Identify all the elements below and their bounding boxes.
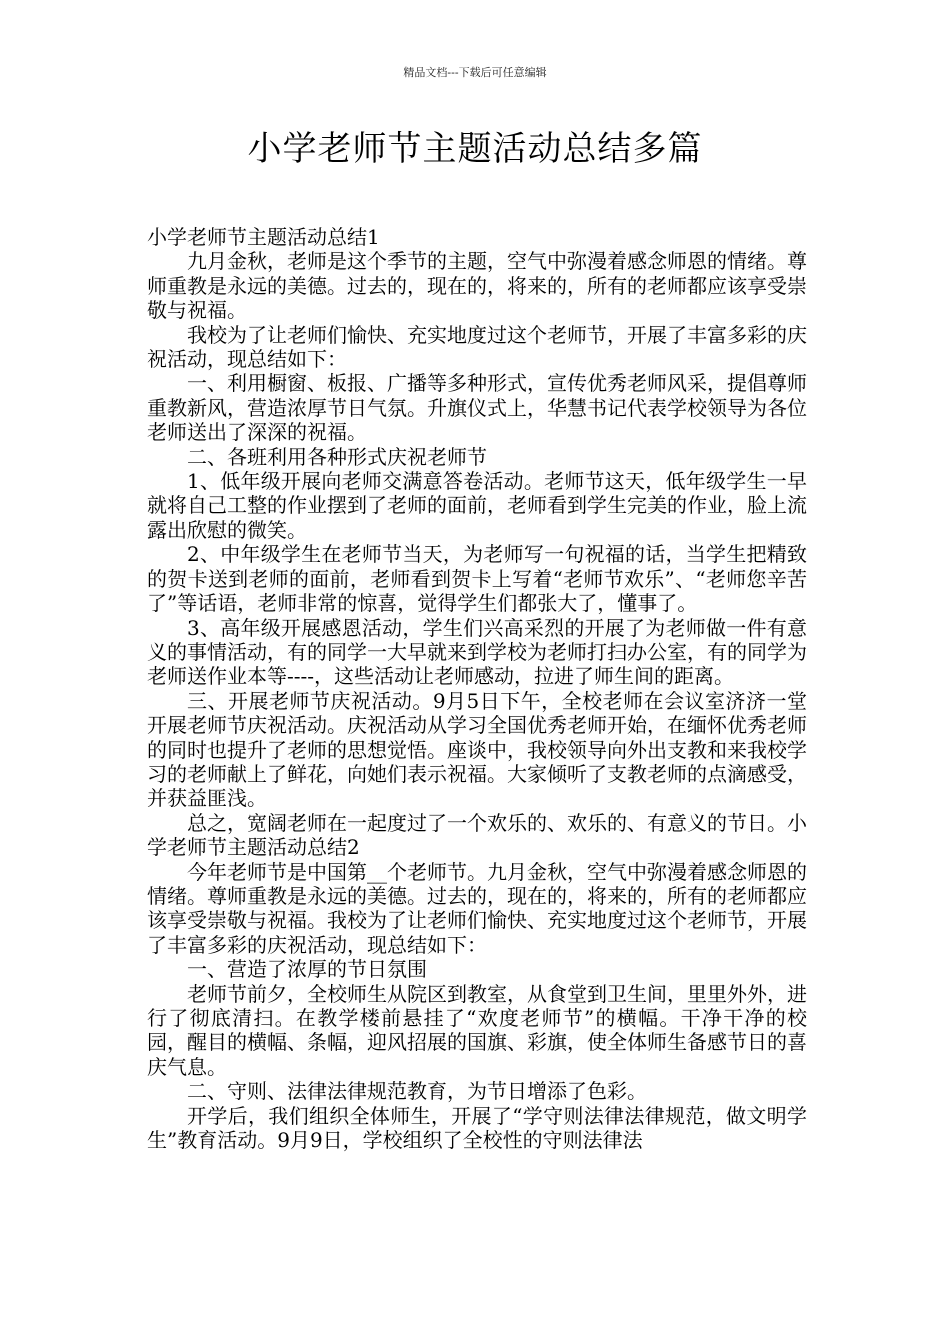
document-title: 小学老师节主题活动总结多篇 (247, 129, 703, 169)
paragraph: 我校为了让老师们愉快、充实地度过这个老师节，开展了丰富多彩的庆祝活动，现总结如下： (147, 322, 807, 372)
paragraph: 2、中年级学生在老师节当天，为老师写一句祝福的话，当学生把精致的贺卡送到老师的面前，老师看到贺卡上写着“老师节欢乐”、“老师您辛苦了”等话语，老师非常的惊喜，觉得学生们都张大了，懂事了。 (147, 542, 807, 616)
paragraph: 一、营造了浓厚的节日氛围 (187, 957, 427, 982)
document-body (147, 225, 807, 1152)
paragraph: 1、低年级开展向老师交满意答卷活动。老师节这天，低年级学生一早就将自己工整的作业摆到了老师的面前，老师看到学生完美的作业，脸上流露出欣慰的微笑。 (147, 469, 807, 542)
header-note: 精品文档---下载后可任意编辑 (403, 66, 547, 79)
paragraph: 开学后，我们组织全体师生，开展了“学守则法律法律规范，做文明学生”教育活动。9月9日，学校组织了全校性的守则法律法 (147, 1103, 807, 1153)
paragraph: 今年老师节是中国第__个老师节。九月金秋，空气中弥漫着感念师恩的情绪。尊师重教是永远的美德。过去的，现在的，将来的，所有的老师都应该享受崇敬与祝福。我校为了让老师们愉快、充实地度过这个老师节，开展了丰富多彩的庆祝活动，现总结如下： (147, 859, 807, 957)
paragraph: 小学老师节主题活动总结1 (147, 225, 380, 249)
paragraph: 一、利用橱窗、板报、广播等多种形式，宣传优秀老师风采，提倡尊师重教新风，营造浓厚节日气氛。升旗仪式上，华慧书记代表学校领导为各位老师送出了深深的祝福。 (147, 371, 807, 445)
paragraph: 3、高年级开展感恩活动，学生们兴高采烈的开展了为老师做一件有意义的事情活动，有的同学一大早就来到学校为老师打扫办公室，有的同学为老师送作业本等----，这些活动让老师感动，拉进了师生间的距离。 (147, 615, 807, 689)
paragraph: 九月金秋，老师是这个季节的主题，空气中弥漫着感念师恩的情绪。尊师重教是永远的美德。过去的，现在的，将来的，所有的老师都应该享受崇敬与祝福。 (147, 249, 807, 323)
paragraph: 三、开展老师节庆祝活动。9月5日下午，全校老师在会议室济济一堂开展老师节庆祝活动。庆祝活动从学习全国优秀老师开始，在缅怀优秀老师的同时也提升了老师的思想觉悟。座谈中，我校领导向外出支教和来我校学习的老师献上了鲜花，向她们表示祝福。大家倾听了支教老师的点滴感受，并获益匪浅。 (147, 688, 807, 811)
paragraph: 二、各班利用各种形式庆祝老师节 (187, 444, 487, 469)
paragraph: 老师节前夕，全校师生从院区到教室，从食堂到卫生间，里里外外，进行了彻底清扫。在教学楼前悬挂了“欢度老师节”的横幅。干净干净的校园，醒目的横幅、条幅，迎风招展的国旗、彩旗，使全体师生备感节日的喜庆气息。 (147, 981, 807, 1079)
paragraph: 二、守则、法律法律规范教育，为节日增添了色彩。 (187, 1079, 647, 1104)
paragraph: 总之，宽阔老师在一起度过了一个欢乐的、欢乐的、有意义的节日。小学老师节主题活动总结2 (147, 810, 807, 860)
